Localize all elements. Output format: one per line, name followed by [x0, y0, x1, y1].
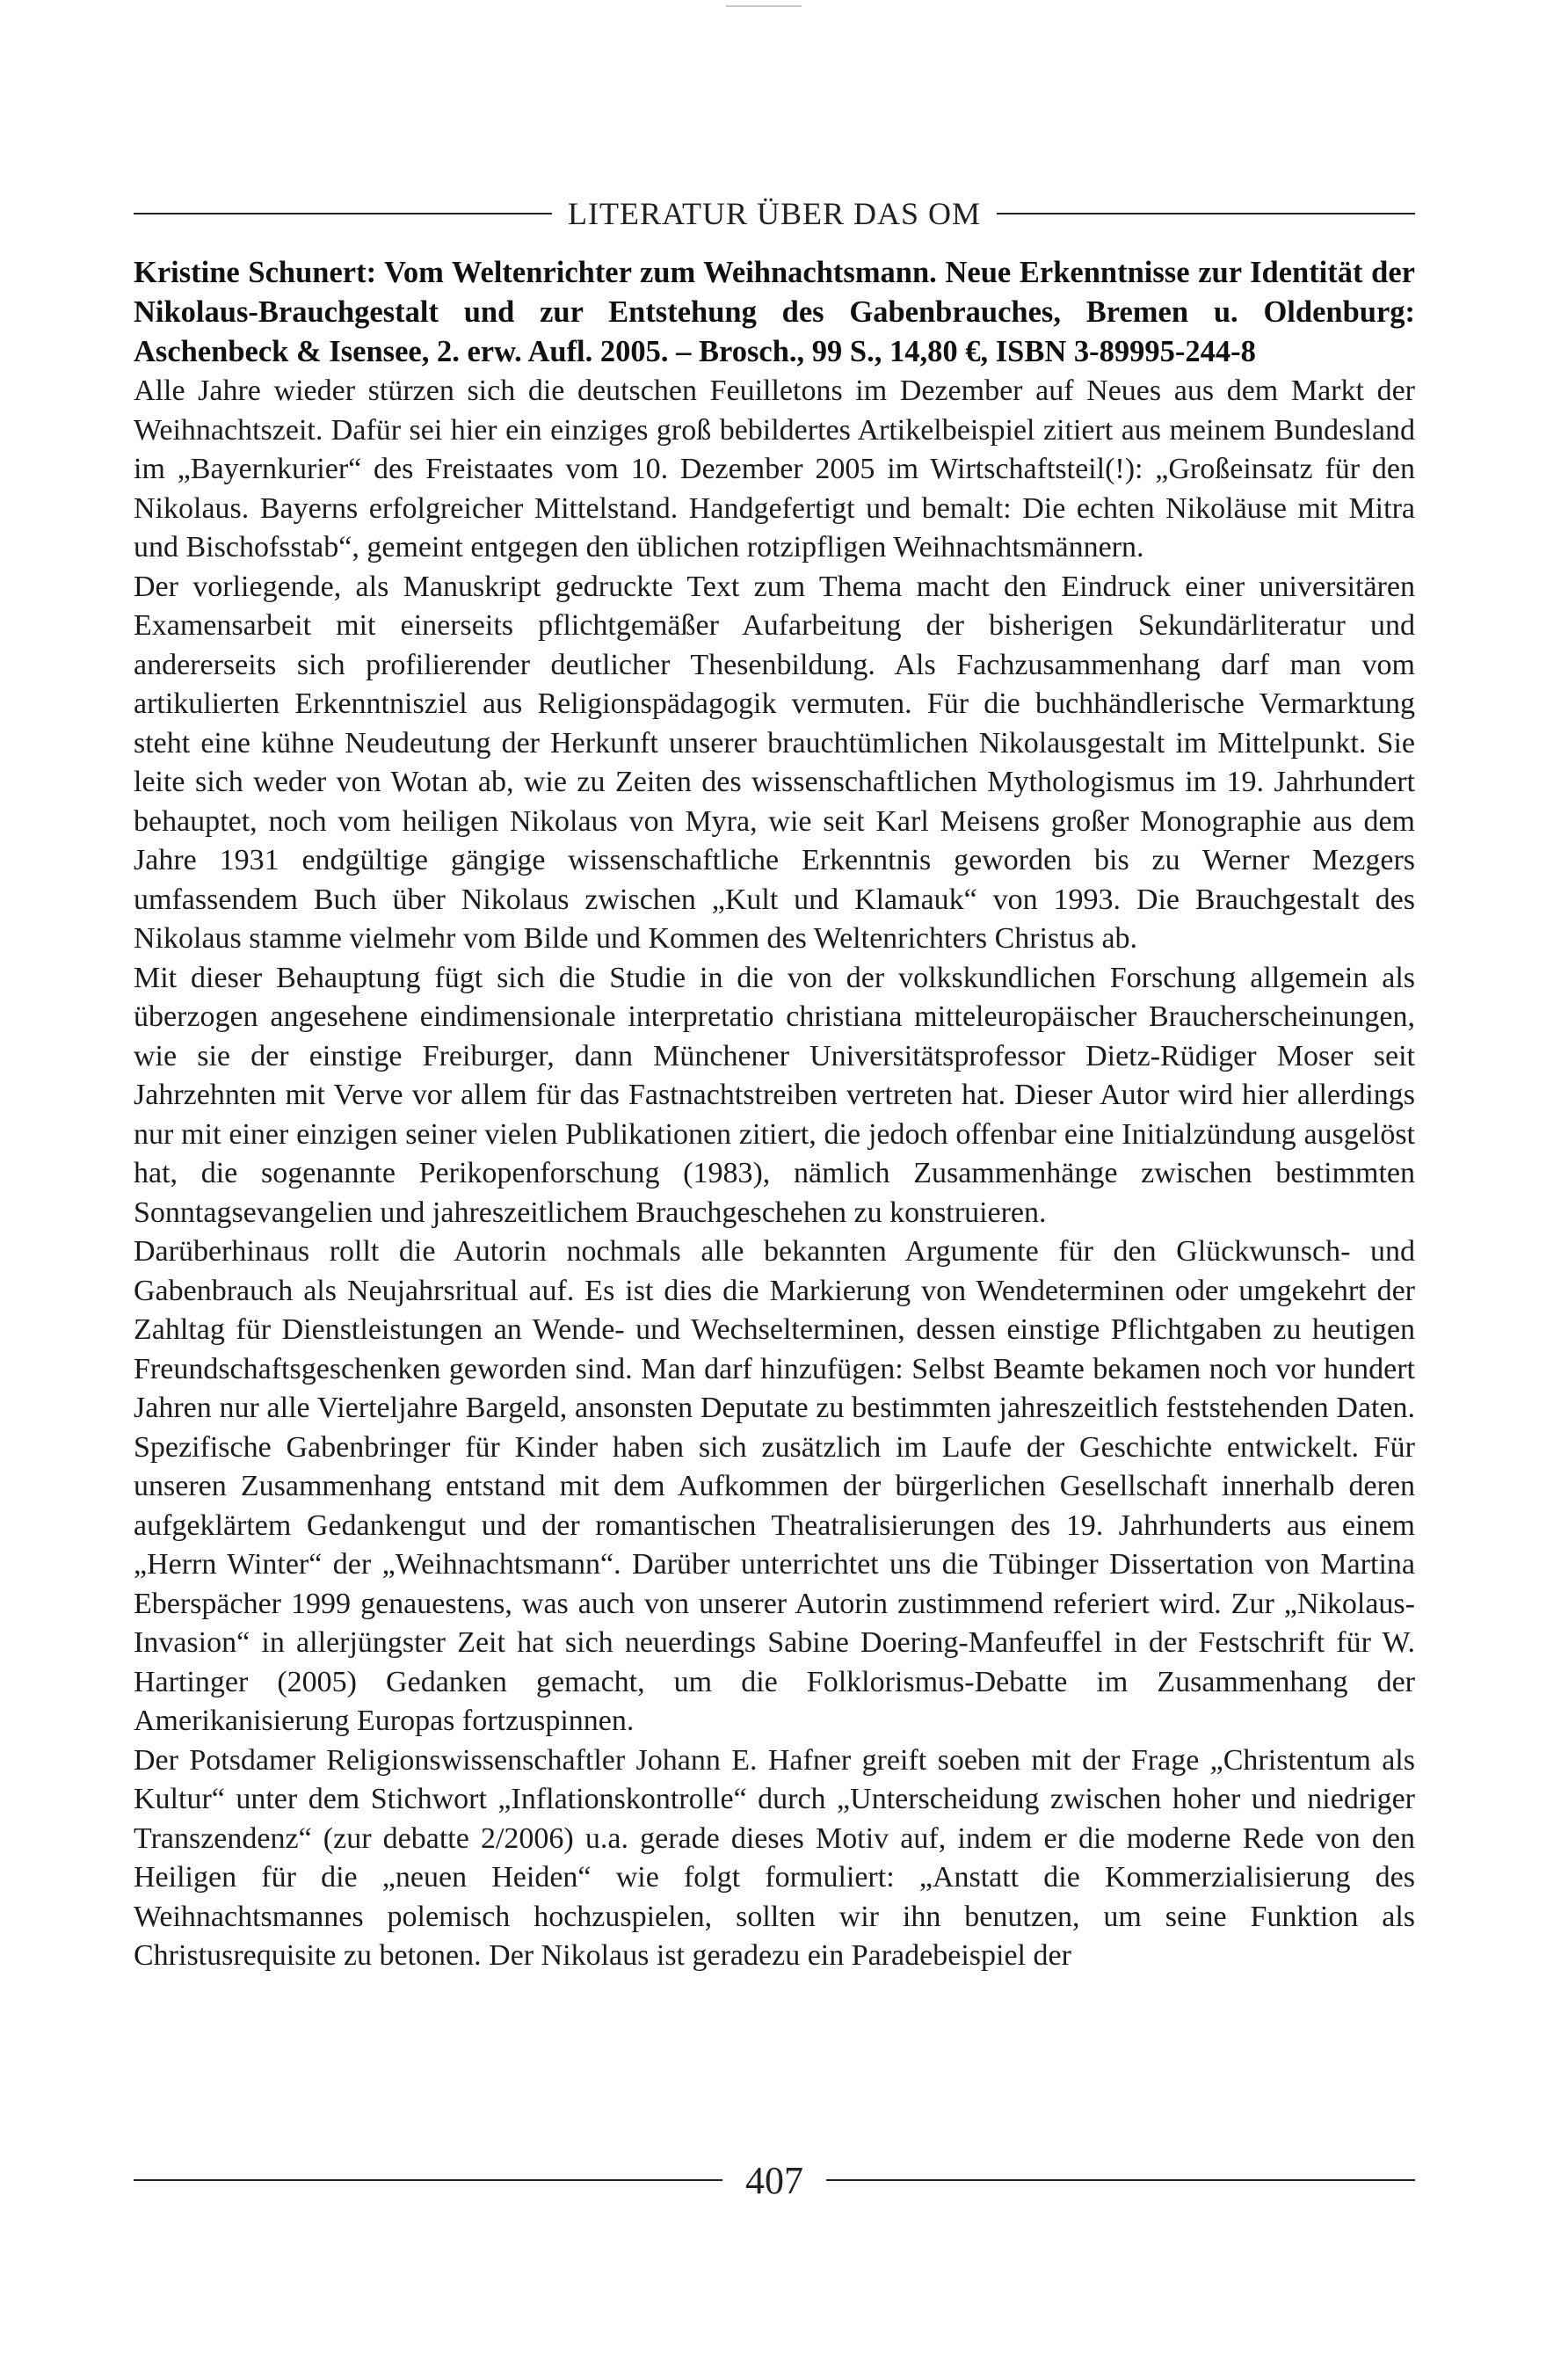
entry-heading: Kristine Schunert: Vom Weltenrichter zum Weihnachtsmann. Neue Erkenntnisse zur Identität der Nikolaus-Brauchgestalt und zur Entstehung des Gabenbrauches, Bremen u. Oldenburg: Aschenbeck & Isensee, 2. erw. Aufl. 2005. – Brosch., 99 S., 14,80 €, ISBN 3-89995-244-8	[134, 256, 1415, 368]
footer-rule-left	[134, 2179, 722, 2181]
paragraph-3: Mit dieser Behauptung fügt sich die Studie in die von der volkskundlichen Forschung allgemein als überzogen angesehene eindimensionale interpretatio christiana mitteleuropäischer Braucherscheinungen, wie sie der einstige Freiburger, dann Münchener Universitätsprofessor Dietz-Rüdiger Moser seit Jahrzehnten mit Verve vor allem für das Fastnachtstreiben vertreten hat. Dieser Autor wird hier allerdings nur mit einer einzigen seiner vielen Publikationen zitiert, die jedoch offenbar eine Initialzündung ausgelöst hat, die sogenannte Perikopenforschung (1983), nämlich Zusammenhänge zwischen bestimmten Sonntagsevangelien und jahreszeitlichem Brauchgeschehen zu konstruieren.	[134, 961, 1415, 1229]
paragraph-4: Darüberhinaus rollt die Autorin nochmals alle bekannten Argumente für den Glückwunsch- und Gabenbrauch als Neujahrsritual auf. Es ist dies die Markierung von Wendeterminen oder umgekehrt der Zahltag für Dienstleistungen an Wende- und Wechselterminen, dessen einstige Pflichtgaben zu heutigen Freundschaftsgeschenken geworden sind. Man darf hinzufügen: Selbst Beamte bekamen noch vor hundert Jahren nur alle Vierteljahre Bargeld, ansonsten Deputate zu bestimmten jahreszeitlich feststehenden Daten. Spezifische Gabenbringer für Kinder haben sich zusätzlich im Laufe der Geschichte entwickelt. Für unseren Zusammenhang entstand mit dem Aufkommen der bürgerlichen Gesellschaft innerhalb deren aufgeklärtem Gedankengut und der romantischen Theatralisierungen des 19. Jahrhunderts aus einem „Herrn Winter“ der „Weihnachtsmann“. Darüber unterrichtet uns die Tübinger Dissertation von Martina Eberspächer 1999 genauestens, was auch von unserer Autorin zustimmend referiert wird. Zur „Nikolaus-Invasion“ in allerjüngster Zeit hat sich neuerdings Sabine Doering-Manfeuffel in der Festschrift für W. Hartinger (2005) Gedanken gemacht, um die Folklorismus-Debatte im Zusammenhang der Amerikanisierung Europas fortzuspinnen.	[134, 1235, 1415, 1737]
review-entry	[134, 253, 1415, 1976]
header-rule-left	[134, 213, 552, 214]
top-edge-mark	[726, 5, 802, 7]
paragraph-2: Der vorliegende, als Manuskript gedruckte Text zum Thema macht den Eindruck einer universitären Examensarbeit mit einerseits pflichtgemäßer Aufarbeitung der bisherigen Sekundärliteratur und andererseits sich profilierender deutlicher Thesenbildung. Als Fachzusammenhang darf man vom artikulierten Erkenntnisziel aus Religionspädagogik vermuten. Für die buchhändlerische Vermarktung steht eine kühne Neudeutung der Herkunft unserer brauchtümlichen Nikolausgestalt im Mittelpunkt. Sie leite sich weder von Wotan ab, wie zu Zeiten des wissenschaftlichen Mythologismus im 19. Jahrhundert behauptet, noch vom heiligen Nikolaus von Myra, wie seit Karl Meisens großer Monographie aus dem Jahre 1931 endgültige gängige wissenschaftliche Erkenntnis geworden bis zu Werner Mezgers umfassendem Buch über Nikolaus zwischen „Kult und Klamauk“ von 1993. Die Brauchgestalt des Nikolaus stamme vielmehr vom Bilde und Kommen des Weltenrichters Christus ab.	[134, 570, 1415, 955]
running-header-title: LITERATUR ÜBER DAS OM	[568, 196, 982, 231]
page-number: 407	[745, 2158, 803, 2202]
paragraph-5: Der Potsdamer Religionswissenschaftler Johann E. Hafner greift soeben mit der Frage „Christentum als Kultur“ unter dem Stichwort „Inflationskontrolle“ durch „Unterscheidung zwischen hoher und niedriger Transzendenz“ (zur debatte 2/2006) u.a. gerade dieses Motiv auf, indem er die moderne Rede von den Heiligen für die „neuen Heiden“ wie folgt formuliert: „Anstatt die Kommerzialisierung des Weihnachtsmannes polemisch hochzuspielen, sollten wir ihn benutzen, um seine Funktion als Christusrequisite zu betonen. Der Nikolaus ist geradezu ein Paradebeispiel der	[134, 1743, 1415, 1972]
running-header	[134, 192, 1415, 236]
page-footer	[134, 2152, 1415, 2208]
footer-rule-right	[826, 2179, 1415, 2181]
header-rule-right	[997, 213, 1415, 214]
paragraph-1: Alle Jahre wieder stürzen sich die deutschen Feuilletons im Dezember auf Neues aus dem Markt der Weihnachtszeit. Dafür sei hier ein einziges groß bebildertes Artikelbeispiel zitiert aus meinem Bundesland im „Bayernkurier“ des Freistaates vom 10. Dezember 2005 im Wirtschaftsteil(!): „Großeinsatz für den Nikolaus. Bayerns erfolgreicher Mittelstand. Handgefertigt und bemalt: Die echten Nikoläuse mit Mitra und Bischofsstab“, gemeint entgegen den üblichen rotzipfligen Weihnachtsmännern.	[134, 374, 1415, 563]
